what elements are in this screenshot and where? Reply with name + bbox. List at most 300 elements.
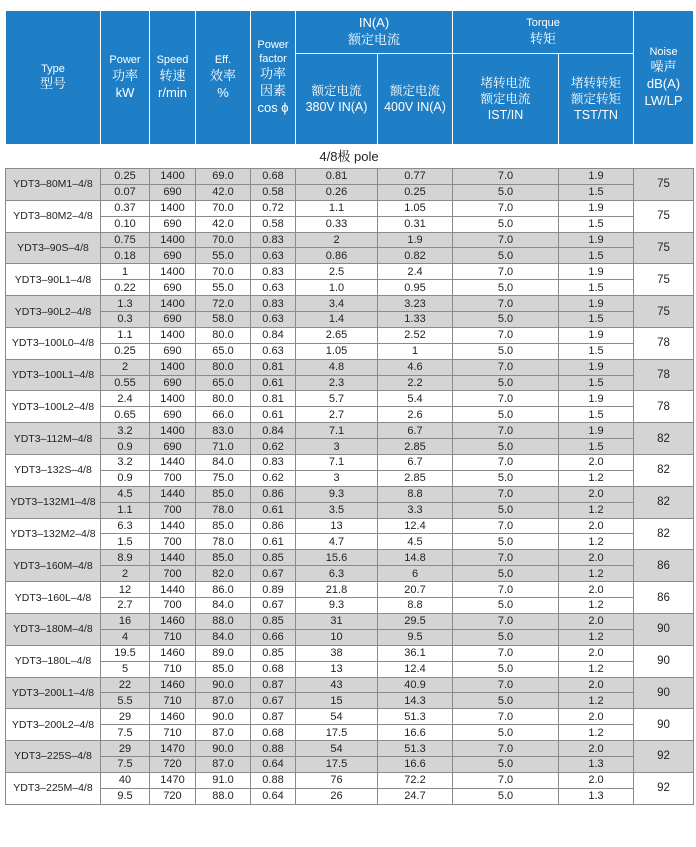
- spec-cell: 90.0: [196, 709, 251, 725]
- spec-cell: 690: [150, 407, 196, 423]
- spec-cell: 1.1: [296, 200, 378, 216]
- spec-cell: 78.0: [196, 502, 251, 518]
- spec-cell: 6.7: [378, 455, 453, 471]
- spec-cell: 1.3: [559, 788, 634, 804]
- spec-cell: 5.0: [453, 629, 559, 645]
- spec-cell: 0.37: [101, 200, 150, 216]
- table-row: [6, 169, 694, 185]
- spec-cell: 7.0: [453, 327, 559, 343]
- spec-cell: 0.55: [101, 375, 150, 391]
- spec-cell: 7.0: [453, 169, 559, 185]
- spec-cell: 1400: [150, 359, 196, 375]
- spec-cell: 5.7: [296, 391, 378, 407]
- table-row: [6, 534, 694, 550]
- spec-cell: 0.85: [251, 645, 296, 661]
- spec-cell: 8.9: [101, 550, 150, 566]
- table-row: [6, 200, 694, 216]
- spec-cell: 15: [296, 693, 378, 709]
- model-type-cell: YDT3–200L2–4/8: [6, 709, 101, 741]
- noise-cell: 78: [634, 391, 694, 423]
- spec-cell: 4.5: [378, 534, 453, 550]
- spec-cell: 1.2: [559, 629, 634, 645]
- spec-cell: 20.7: [378, 582, 453, 598]
- spec-cell: 0.64: [251, 756, 296, 772]
- spec-cell: 1.9: [559, 200, 634, 216]
- spec-cell: 80.0: [196, 327, 251, 343]
- spec-cell: 16: [101, 613, 150, 629]
- noise-cell: 82: [634, 455, 694, 487]
- noise-cell: 86: [634, 550, 694, 582]
- spec-cell: 700: [150, 566, 196, 582]
- spec-cell: 83.0: [196, 423, 251, 439]
- model-type-cell: YDT3–90S–4/8: [6, 232, 101, 264]
- spec-cell: 2.0: [559, 455, 634, 471]
- spec-cell: 1.0: [296, 280, 378, 296]
- spec-cell: 1.5: [559, 312, 634, 328]
- table-row: [6, 550, 694, 566]
- spec-cell: 71.0: [196, 439, 251, 455]
- model-type-cell: YDT3–160L–4/8: [6, 582, 101, 614]
- spec-cell: 5.0: [453, 343, 559, 359]
- spec-cell: 2: [101, 566, 150, 582]
- table-row: [6, 772, 694, 788]
- spec-table: [5, 168, 694, 805]
- table-row: [6, 486, 694, 502]
- spec-cell: 76: [296, 772, 378, 788]
- spec-cell: 31: [296, 613, 378, 629]
- spec-cell: 0.3: [101, 312, 150, 328]
- spec-cell: 1.9: [559, 232, 634, 248]
- noise-cell: 90: [634, 613, 694, 645]
- spec-cell: 2.0: [559, 518, 634, 534]
- spec-cell: 55.0: [196, 248, 251, 264]
- header-in-group: IN(A) 额定电流: [296, 11, 453, 54]
- spec-cell: 24.7: [378, 788, 453, 804]
- spec-cell: 0.72: [251, 200, 296, 216]
- spec-cell: 38: [296, 645, 378, 661]
- spec-cell: 710: [150, 693, 196, 709]
- spec-cell: 87.0: [196, 693, 251, 709]
- spec-cell: 1.4: [296, 312, 378, 328]
- spec-cell: 3.2: [101, 455, 150, 471]
- spec-cell: 5.0: [453, 725, 559, 741]
- table-row: [6, 582, 694, 598]
- spec-cell: 8.8: [378, 598, 453, 614]
- table-row: [6, 756, 694, 772]
- spec-cell: 9.5: [101, 788, 150, 804]
- spec-cell: 86.0: [196, 582, 251, 598]
- header-power-factor: Power factor 功率 因素 cos ϕ: [251, 11, 296, 145]
- spec-cell: 12.4: [378, 518, 453, 534]
- spec-cell: 16.6: [378, 756, 453, 772]
- spec-cell: 690: [150, 439, 196, 455]
- spec-cell: 5.4: [378, 391, 453, 407]
- spec-cell: 1.2: [559, 693, 634, 709]
- table-row: [6, 677, 694, 693]
- spec-cell: 1.5: [559, 280, 634, 296]
- spec-cell: 7.0: [453, 264, 559, 280]
- spec-cell: 66.0: [196, 407, 251, 423]
- model-type-cell: YDT3–132M1–4/8: [6, 486, 101, 518]
- spec-cell: 0.9: [101, 439, 150, 455]
- model-type-cell: YDT3–132S–4/8: [6, 455, 101, 487]
- spec-cell: 1.9: [559, 391, 634, 407]
- table-row: [6, 375, 694, 391]
- header-eff: Eff. 效率 %: [196, 11, 251, 145]
- noise-cell: 90: [634, 645, 694, 677]
- spec-cell: 0.61: [251, 407, 296, 423]
- spec-cell: 16.6: [378, 725, 453, 741]
- spec-cell: 1.5: [101, 534, 150, 550]
- spec-cell: 0.81: [251, 359, 296, 375]
- spec-cell: 1460: [150, 709, 196, 725]
- spec-cell: 5.0: [453, 439, 559, 455]
- spec-cell: 0.65: [101, 407, 150, 423]
- spec-cell: 1.9: [559, 296, 634, 312]
- spec-cell: 80.0: [196, 391, 251, 407]
- spec-cell: 1.5: [559, 375, 634, 391]
- spec-cell: 690: [150, 312, 196, 328]
- spec-cell: 21.8: [296, 582, 378, 598]
- spec-cell: 85.0: [196, 550, 251, 566]
- spec-cell: 0.63: [251, 248, 296, 264]
- noise-cell: 92: [634, 772, 694, 804]
- table-row: [6, 518, 694, 534]
- spec-cell: 0.67: [251, 566, 296, 582]
- noise-cell: 90: [634, 677, 694, 709]
- spec-cell: 12: [101, 582, 150, 598]
- table-row: [6, 598, 694, 614]
- spec-cell: 1.2: [559, 470, 634, 486]
- table-row: [6, 788, 694, 804]
- spec-cell: 710: [150, 725, 196, 741]
- spec-cell: 1.5: [559, 184, 634, 200]
- spec-cell: 0.75: [101, 232, 150, 248]
- spec-cell: 5.0: [453, 375, 559, 391]
- table-row: [6, 264, 694, 280]
- spec-cell: 0.63: [251, 280, 296, 296]
- spec-cell: 0.83: [251, 264, 296, 280]
- spec-cell: 1400: [150, 327, 196, 343]
- noise-cell: 82: [634, 518, 694, 550]
- spec-cell: 5.0: [453, 566, 559, 582]
- spec-cell: 0.86: [296, 248, 378, 264]
- table-row: [6, 296, 694, 312]
- spec-cell: 3.5: [296, 502, 378, 518]
- spec-cell: 0.25: [101, 343, 150, 359]
- spec-cell: 0.81: [296, 169, 378, 185]
- spec-cell: 2.0: [559, 486, 634, 502]
- spec-cell: 0.86: [251, 486, 296, 502]
- spec-cell: 26: [296, 788, 378, 804]
- spec-cell: 12.4: [378, 661, 453, 677]
- spec-cell: 7.0: [453, 613, 559, 629]
- header-noise: Noise 噪声 dB(A) LW/LP: [634, 11, 694, 145]
- spec-cell: 0.85: [251, 613, 296, 629]
- spec-cell: 2.5: [296, 264, 378, 280]
- table-row: [6, 629, 694, 645]
- spec-cell: 17.5: [296, 725, 378, 741]
- spec-cell: 0.77: [378, 169, 453, 185]
- spec-cell: 2.0: [559, 772, 634, 788]
- spec-cell: 1.2: [559, 566, 634, 582]
- spec-cell: 5.0: [453, 216, 559, 232]
- header-in-380v: 额定电流 380V IN(A): [296, 54, 378, 145]
- spec-cell: 85.0: [196, 486, 251, 502]
- spec-cell: 87.0: [196, 756, 251, 772]
- noise-cell: 78: [634, 359, 694, 391]
- spec-cell: 1: [101, 264, 150, 280]
- spec-cell: 3.23: [378, 296, 453, 312]
- spec-cell: 2: [296, 232, 378, 248]
- spec-cell: 84.0: [196, 455, 251, 471]
- spec-cell: 7.0: [453, 391, 559, 407]
- spec-cell: 7.1: [296, 455, 378, 471]
- spec-cell: 6.3: [296, 566, 378, 582]
- model-type-cell: YDT3–100L2–4/8: [6, 391, 101, 423]
- spec-cell: 0.10: [101, 216, 150, 232]
- spec-cell: 70.0: [196, 232, 251, 248]
- spec-cell: 2: [101, 359, 150, 375]
- spec-cell: 51.3: [378, 741, 453, 757]
- noise-cell: 75: [634, 232, 694, 264]
- spec-cell: 84.0: [196, 598, 251, 614]
- table-row: [6, 502, 694, 518]
- table-row: [6, 455, 694, 471]
- spec-cell: 4.7: [296, 534, 378, 550]
- spec-cell: 7.0: [453, 200, 559, 216]
- spec-cell: 1.2: [559, 661, 634, 677]
- spec-cell: 7.0: [453, 741, 559, 757]
- spec-cell: 0.33: [296, 216, 378, 232]
- spec-cell: 7.0: [453, 582, 559, 598]
- spec-cell: 7.0: [453, 709, 559, 725]
- spec-cell: 5: [101, 661, 150, 677]
- spec-cell: 1.9: [559, 264, 634, 280]
- spec-cell: 58.0: [196, 312, 251, 328]
- spec-cell: 1.9: [559, 327, 634, 343]
- spec-cell: 69.0: [196, 169, 251, 185]
- spec-cell: 82.0: [196, 566, 251, 582]
- spec-cell: 1400: [150, 423, 196, 439]
- spec-cell: 1400: [150, 296, 196, 312]
- spec-cell: 2.0: [559, 645, 634, 661]
- table-row: [6, 709, 694, 725]
- model-type-cell: YDT3–225M–4/8: [6, 772, 101, 804]
- table-row: [6, 359, 694, 375]
- spec-cell: 7.0: [453, 296, 559, 312]
- noise-cell: 82: [634, 423, 694, 455]
- model-type-cell: YDT3–80M1–4/8: [6, 169, 101, 201]
- spec-cell: 0.66: [251, 629, 296, 645]
- header-in-400v: 额定电流 400V IN(A): [378, 54, 453, 145]
- table-row: [6, 312, 694, 328]
- model-type-cell: YDT3–100L1–4/8: [6, 359, 101, 391]
- spec-cell: 0.67: [251, 693, 296, 709]
- spec-cell: 5.0: [453, 534, 559, 550]
- spec-cell: 700: [150, 534, 196, 550]
- spec-cell: 84.0: [196, 629, 251, 645]
- spec-cell: 10: [296, 629, 378, 645]
- table-row: [6, 343, 694, 359]
- table-header: [5, 10, 694, 145]
- spec-cell: 7.0: [453, 232, 559, 248]
- spec-cell: 7.0: [453, 423, 559, 439]
- spec-cell: 0.07: [101, 184, 150, 200]
- spec-cell: 29: [101, 741, 150, 757]
- spec-cell: 0.61: [251, 502, 296, 518]
- spec-cell: 72.0: [196, 296, 251, 312]
- spec-cell: 700: [150, 502, 196, 518]
- spec-cell: 7.0: [453, 645, 559, 661]
- spec-cell: 1.5: [559, 343, 634, 359]
- spec-cell: 1470: [150, 772, 196, 788]
- spec-cell: 0.85: [251, 550, 296, 566]
- spec-cell: 5.0: [453, 756, 559, 772]
- spec-cell: 690: [150, 248, 196, 264]
- spec-cell: 690: [150, 184, 196, 200]
- spec-cell: 7.0: [453, 772, 559, 788]
- noise-cell: 75: [634, 296, 694, 328]
- spec-cell: 2.6: [378, 407, 453, 423]
- spec-cell: 7.0: [453, 518, 559, 534]
- noise-cell: 82: [634, 486, 694, 518]
- spec-cell: 9.5: [378, 629, 453, 645]
- spec-cell: 1440: [150, 455, 196, 471]
- spec-cell: 13: [296, 518, 378, 534]
- spec-cell: 4.8: [296, 359, 378, 375]
- spec-cell: 90.0: [196, 677, 251, 693]
- noise-cell: 78: [634, 327, 694, 359]
- spec-cell: 0.31: [378, 216, 453, 232]
- spec-cell: 0.26: [296, 184, 378, 200]
- table-row: [6, 184, 694, 200]
- noise-cell: 75: [634, 264, 694, 296]
- spec-cell: 4.6: [378, 359, 453, 375]
- spec-cell: 5.0: [453, 598, 559, 614]
- spec-cell: 0.22: [101, 280, 150, 296]
- table-row: [6, 248, 694, 264]
- spec-cell: 85.0: [196, 661, 251, 677]
- spec-cell: 85.0: [196, 518, 251, 534]
- spec-cell: 0.81: [251, 391, 296, 407]
- spec-cell: 88.0: [196, 613, 251, 629]
- spec-cell: 1.2: [559, 534, 634, 550]
- spec-cell: 1400: [150, 264, 196, 280]
- spec-cell: 65.0: [196, 343, 251, 359]
- spec-cell: 1460: [150, 613, 196, 629]
- spec-cell: 0.68: [251, 169, 296, 185]
- spec-cell: 0.68: [251, 725, 296, 741]
- spec-cell: 22: [101, 677, 150, 693]
- spec-cell: 14.8: [378, 550, 453, 566]
- spec-cell: 2.4: [378, 264, 453, 280]
- spec-cell: 0.88: [251, 772, 296, 788]
- table-row: [6, 470, 694, 486]
- spec-cell: 2.0: [559, 709, 634, 725]
- spec-cell: 1.2: [559, 598, 634, 614]
- spec-cell: 40: [101, 772, 150, 788]
- spec-cell: 0.68: [251, 661, 296, 677]
- spec-cell: 5.0: [453, 661, 559, 677]
- spec-cell: 0.61: [251, 375, 296, 391]
- spec-cell: 0.62: [251, 439, 296, 455]
- spec-cell: 1.5: [559, 248, 634, 264]
- spec-cell: 7.0: [453, 677, 559, 693]
- header-power: Power 功率 kW: [101, 11, 150, 145]
- spec-cell: 0.88: [251, 741, 296, 757]
- spec-cell: 2.65: [296, 327, 378, 343]
- spec-cell: 90.0: [196, 741, 251, 757]
- noise-cell: 75: [634, 169, 694, 201]
- spec-cell: 1.2: [559, 502, 634, 518]
- table-row: [6, 280, 694, 296]
- spec-cell: 0.67: [251, 598, 296, 614]
- spec-cell: 42.0: [196, 184, 251, 200]
- spec-cell: 0.83: [251, 455, 296, 471]
- spec-cell: 13: [296, 661, 378, 677]
- spec-cell: 72.2: [378, 772, 453, 788]
- spec-cell: 17.5: [296, 756, 378, 772]
- spec-cell: 5.0: [453, 184, 559, 200]
- table-row: [6, 232, 694, 248]
- spec-cell: 2.0: [559, 582, 634, 598]
- spec-cell: 1.9: [559, 359, 634, 375]
- spec-cell: 5.0: [453, 470, 559, 486]
- spec-cell: 690: [150, 280, 196, 296]
- spec-cell: 1.5: [559, 216, 634, 232]
- spec-cell: 1.5: [559, 439, 634, 455]
- model-type-cell: YDT3–90L1–4/8: [6, 264, 101, 296]
- spec-cell: 40.9: [378, 677, 453, 693]
- spec-cell: 6: [378, 566, 453, 582]
- spec-cell: 0.86: [251, 518, 296, 534]
- spec-cell: 1440: [150, 486, 196, 502]
- table-row: [6, 693, 694, 709]
- spec-cell: 2.0: [559, 613, 634, 629]
- model-type-cell: YDT3–180M–4/8: [6, 613, 101, 645]
- spec-cell: 5.0: [453, 248, 559, 264]
- spec-cell: 5.0: [453, 693, 559, 709]
- spec-cell: 0.61: [251, 534, 296, 550]
- spec-cell: 700: [150, 470, 196, 486]
- model-type-cell: YDT3–180L–4/8: [6, 645, 101, 677]
- spec-cell: 1.1: [101, 327, 150, 343]
- spec-cell: 89.0: [196, 645, 251, 661]
- spec-cell: 5.0: [453, 502, 559, 518]
- spec-cell: 4.5: [101, 486, 150, 502]
- spec-cell: 1460: [150, 645, 196, 661]
- spec-cell: 1.05: [296, 343, 378, 359]
- spec-cell: 0.84: [251, 327, 296, 343]
- spec-cell: 9.3: [296, 486, 378, 502]
- spec-cell: 720: [150, 788, 196, 804]
- model-type-cell: YDT3–90L2–4/8: [6, 296, 101, 328]
- model-type-cell: YDT3–160M–4/8: [6, 550, 101, 582]
- model-type-cell: YDT3–200L1–4/8: [6, 677, 101, 709]
- spec-cell: 2.52: [378, 327, 453, 343]
- spec-cell: 7.5: [101, 756, 150, 772]
- spec-cell: 1.9: [378, 232, 453, 248]
- spec-cell: 70.0: [196, 200, 251, 216]
- spec-cell: 0.58: [251, 216, 296, 232]
- spec-cell: 720: [150, 756, 196, 772]
- table-row: [6, 407, 694, 423]
- spec-cell: 7.1: [296, 423, 378, 439]
- spec-cell: 1.3: [101, 296, 150, 312]
- spec-cell: 80.0: [196, 359, 251, 375]
- spec-cell: 0.18: [101, 248, 150, 264]
